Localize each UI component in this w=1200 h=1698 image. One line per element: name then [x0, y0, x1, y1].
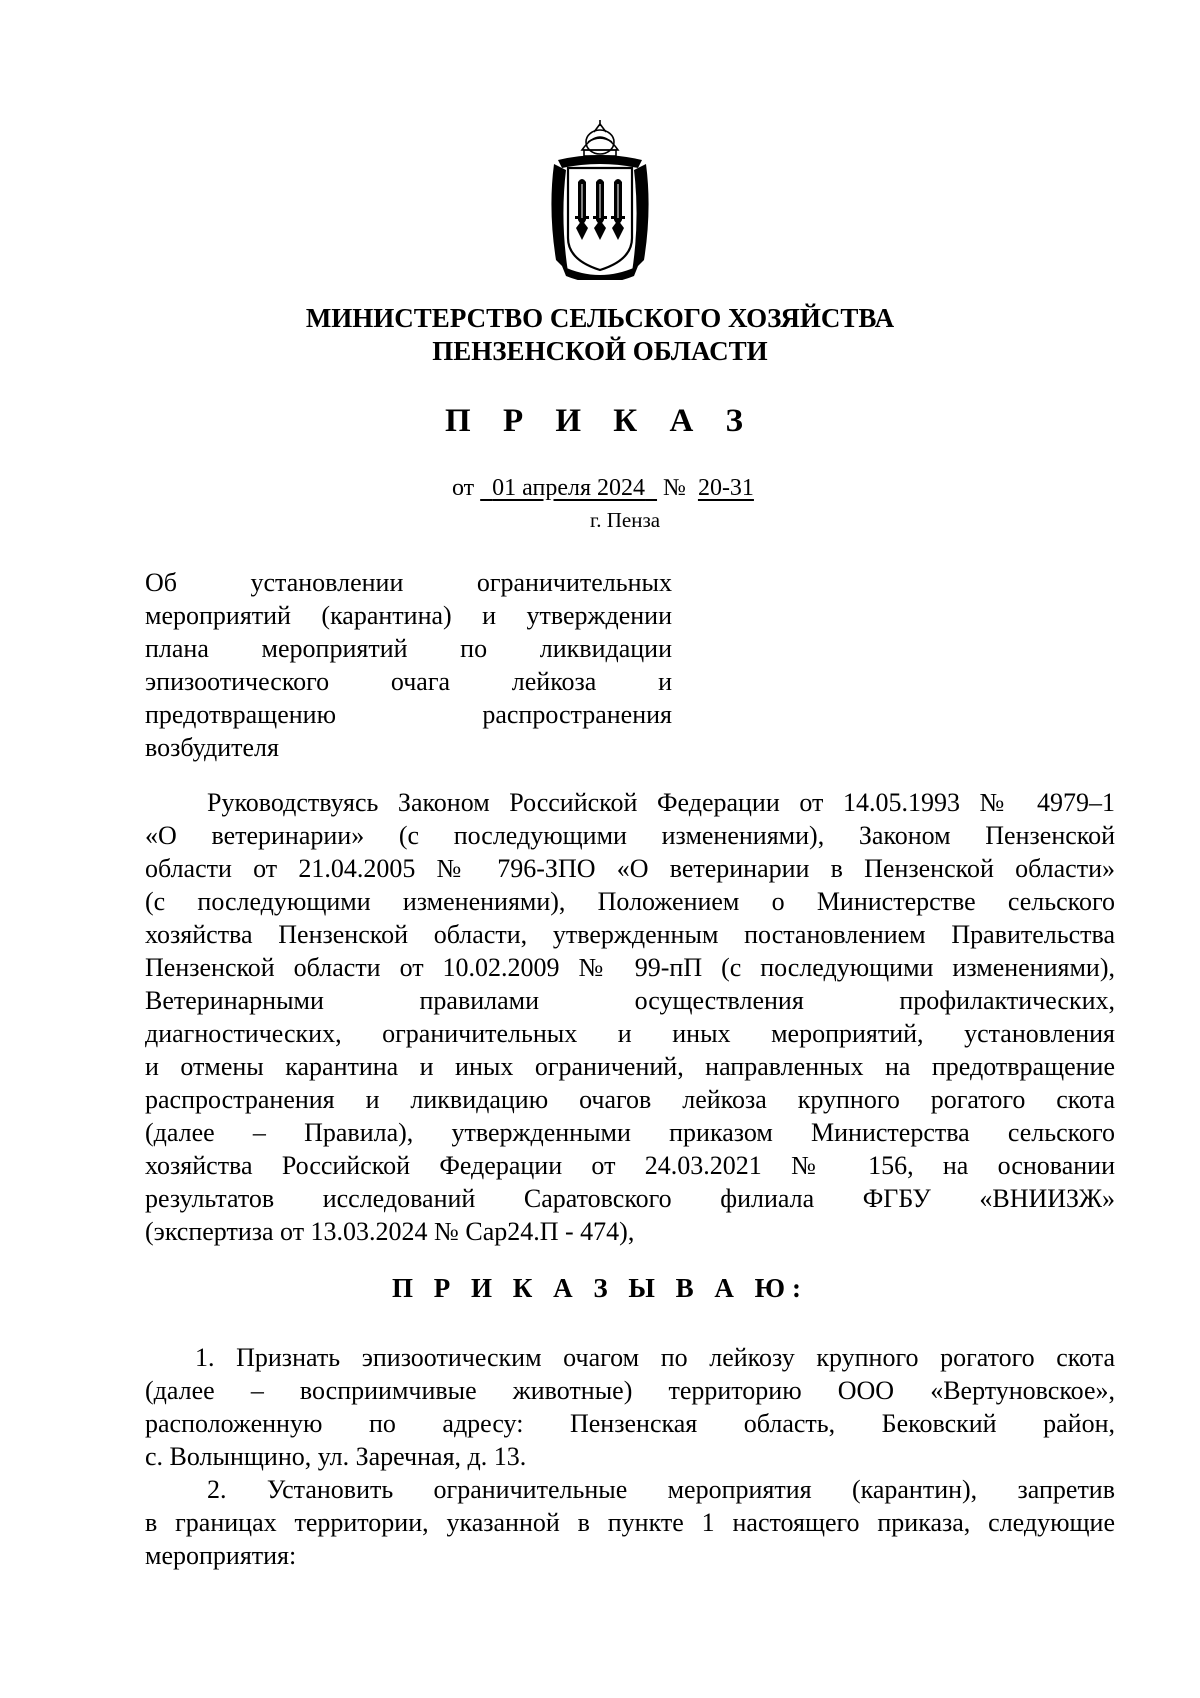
item-line: в границах территории, указанной в пункте 1 настоящего приказа, следующие: [145, 1508, 1115, 1537]
subject-line: возбудителя: [145, 733, 279, 762]
order-item-2: [145, 1473, 1115, 1572]
preamble-line: Пензенской области от 10.02.2009 № 99-пП (с последующими изменениями),: [145, 953, 1115, 982]
subject-line: предотвращению распространения: [145, 700, 672, 729]
coat-of-arms-emblem: [548, 120, 652, 280]
item-line: с. Волынщино, ул. Заречная, д. 13.: [145, 1442, 527, 1471]
preamble-line: диагностических, ограничительных и иных мероприятий, установления: [145, 1019, 1115, 1048]
preamble-line: распространения и ликвидацию очагов лейкоза крупного рогатого скота: [145, 1085, 1115, 1114]
number-prefix: №: [663, 475, 686, 501]
preamble-line: хозяйства Пензенской области, утвержденным постановлением Правительства: [145, 920, 1115, 949]
item-line: 1. Признать эпизоотическим очагом по лейкозу крупного рогатого скота: [195, 1343, 1115, 1372]
preamble-line: (с последующими изменениями), Положением о Министерстве сельского: [145, 887, 1115, 916]
preamble-line: (далее – Правила), утвержденными приказом Министерства сельского: [145, 1118, 1115, 1147]
item-line: (далее – восприимчивые животные) территорию ООО «Вертуновское»,: [145, 1376, 1115, 1405]
ministry-name-line-1: МИНИСТЕРСТВО СЕЛЬСКОГО ХОЗЯЙСТВА: [305, 303, 895, 333]
preamble-line: и отмены карантина и иных ограничений, направленных на предотвращение: [145, 1052, 1115, 1081]
subject-line: мероприятий (карантина) и утверждении: [145, 601, 672, 630]
subject-line: эпизоотического очага лейкоза и: [145, 667, 672, 696]
order-item-1: [145, 1341, 1115, 1473]
preamble-line: Руководствуясь Законом Российской Федерации от 14.05.1993 № 4979–1: [207, 788, 1115, 817]
preamble-line: (экспертиза от 13.03.2024 № Сар24.П - 474),: [145, 1217, 635, 1246]
order-subject: [145, 566, 672, 764]
order-date: 01 апреля 2024: [492, 475, 646, 501]
order-date-number-line: [452, 475, 754, 502]
preamble-line: «О ветеринарии» (с последующими изменениями), Законом Пензенской: [145, 821, 1115, 850]
preamble-line: области от 21.04.2005 № 796-ЗПО «О ветеринарии в Пензенской области»: [145, 854, 1115, 883]
item-line: 2. Установить ограничительные мероприятия (карантин), запретив: [207, 1475, 1115, 1504]
document-type-title: П Р И К А З: [445, 403, 755, 439]
ministry-name-line-2: ПЕНЗЕНСКОЙ ОБЛАСТИ: [432, 336, 768, 366]
subject-line: Об установлении ограничительных: [145, 568, 672, 597]
preamble-paragraph: [145, 786, 1115, 1248]
date-prefix: от: [452, 475, 475, 501]
item-line: мероприятия:: [145, 1541, 297, 1570]
city-name: г. Пенза: [590, 508, 661, 532]
order-verb-heading: П Р И К А З Ы В А Ю:: [392, 1273, 808, 1303]
order-number: 20-31: [697, 475, 754, 501]
preamble-line: результатов исследований Саратовского филиала ФГБУ «ВНИИЗЖ»: [145, 1184, 1115, 1213]
preamble-line: Ветеринарными правилами осуществления профилактических,: [145, 986, 1115, 1015]
subject-line: плана мероприятий по ликвидации: [145, 634, 672, 663]
item-line: расположенную по адресу: Пензенская область, Бековский район,: [145, 1409, 1115, 1438]
preamble-line: хозяйства Российской Федерации от 24.03.2021 № 156, на основании: [145, 1151, 1115, 1180]
